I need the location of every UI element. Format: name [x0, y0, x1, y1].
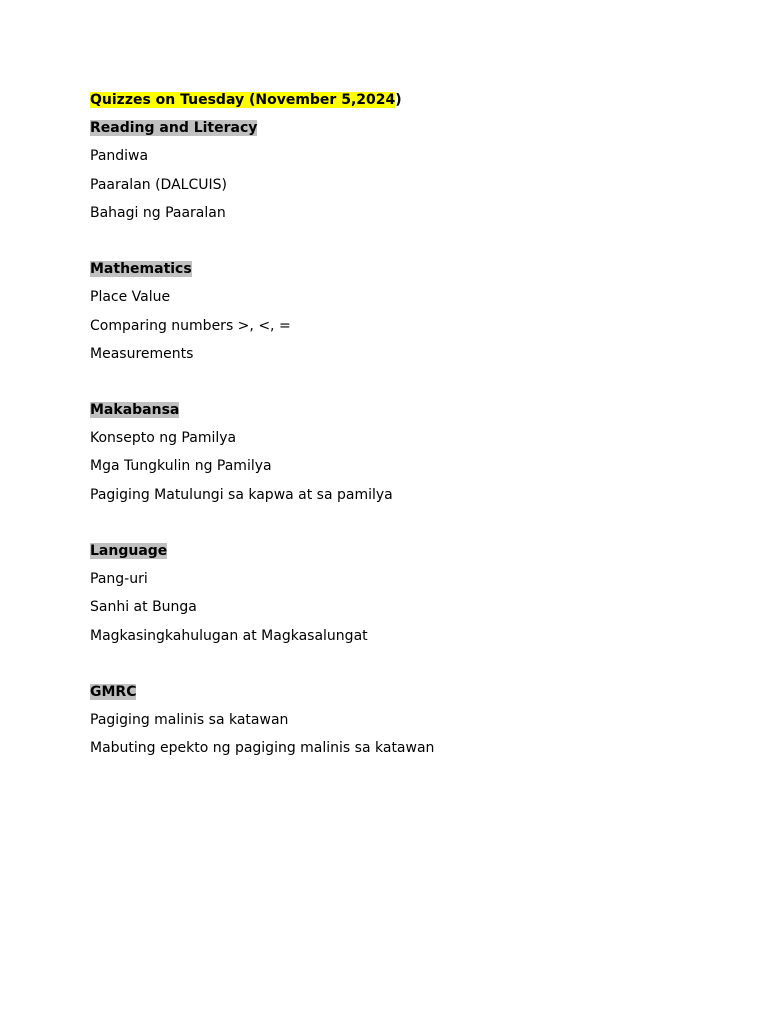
blank-line — [90, 654, 690, 682]
list-item: Bahagi ng Paaralan — [90, 204, 226, 221]
list-item: Sanhi at Bunga — [90, 599, 197, 616]
document-title-rest: ) — [395, 92, 402, 108]
section-heading-text: Language — [90, 543, 168, 559]
list-item: Place Value — [90, 289, 171, 306]
list-item: Pandiwa — [90, 148, 149, 165]
blank-line — [90, 231, 690, 259]
section-heading-text: Mathematics — [90, 261, 192, 278]
document-body — [90, 90, 690, 767]
list-item: Mga Tungkulin ng Pamilya — [90, 458, 272, 475]
list-item: Pagiging malinis sa katawan — [90, 712, 289, 729]
list-item: Comparing numbers >, <, = — [90, 317, 291, 334]
list-item: Paaralan (DALCUIS) — [90, 176, 227, 193]
document-title — [90, 90, 690, 118]
list-item: Mabuting epekto ng pagiging malinis sa katawan — [90, 740, 435, 757]
list-item: Magkasingkahulugan at Magkasalungat — [90, 627, 368, 644]
list-item: Konsepto ng Pamilya — [90, 430, 237, 447]
section-heading-text: Makabansa — [90, 402, 180, 419]
list-item: Pang-uri — [90, 571, 148, 588]
section-heading-language — [90, 541, 690, 569]
section-heading-gmrc — [90, 682, 690, 710]
blank-line — [90, 513, 690, 541]
section-heading-text: GMRC — [90, 683, 137, 700]
document-title-highlighted: Quizzes on Tuesday (November 5,2024 — [90, 92, 396, 108]
list-item: Pagiging Matulungi sa kapwa at sa pamilya — [90, 486, 393, 503]
section-heading-mathematics — [90, 259, 690, 287]
section-heading-text: Reading and Literacy — [90, 120, 258, 137]
list-item: Measurements — [90, 345, 194, 362]
section-heading-reading-literacy — [90, 118, 690, 146]
section-heading-makabansa — [90, 400, 690, 428]
blank-line — [90, 372, 690, 400]
